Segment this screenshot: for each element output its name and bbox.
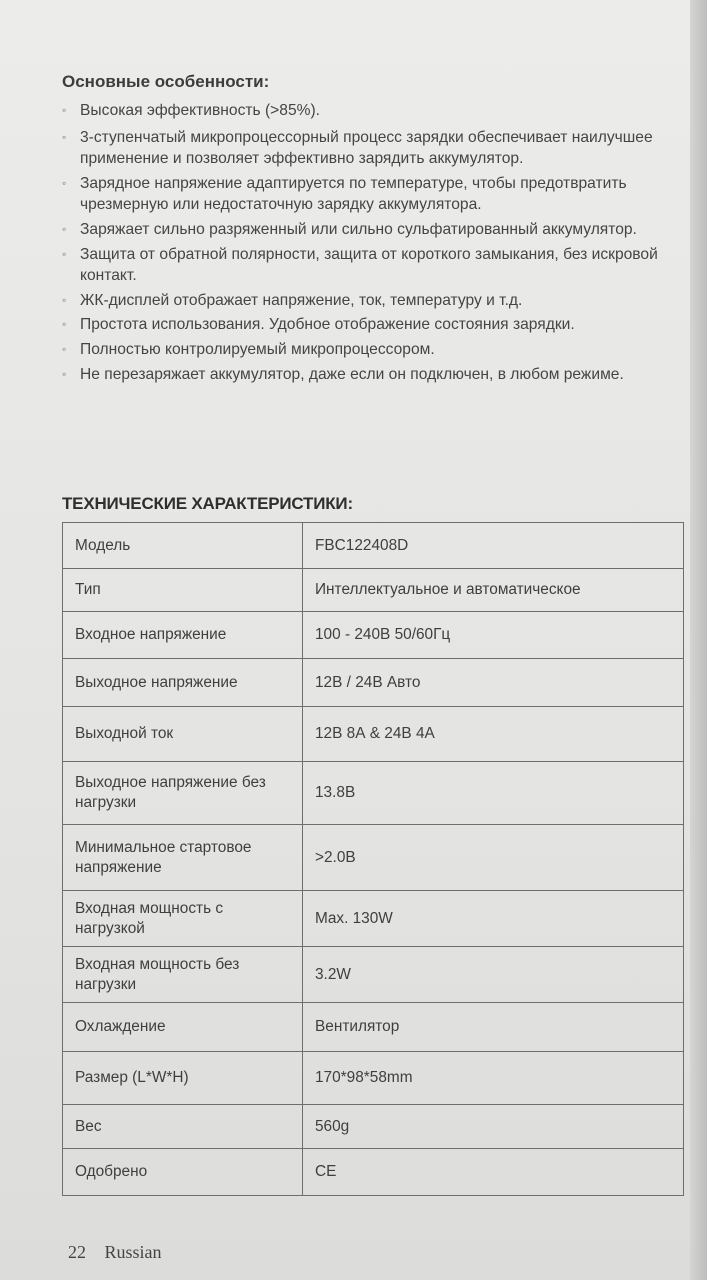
feature-item [62,314,672,336]
spec-key: Выходное напряжение [63,659,303,707]
features-list [62,100,672,385]
feature-item [62,127,672,170]
spec-key: Выходное напряжение без нагрузки [63,762,303,825]
page-number: 22 [68,1242,86,1262]
spec-value: 13.8В [303,762,684,825]
table-row [63,891,684,947]
bullet-icon: ◦ [62,366,67,381]
spec-key: Модель [63,523,303,569]
bullet-icon: ◦ [62,317,67,332]
table-row [63,1149,684,1196]
table-row [63,569,684,612]
table-row [63,1052,684,1105]
language-label: Russian [104,1242,162,1262]
table-row [63,707,684,762]
feature-item [62,244,672,287]
feature-text: Простота использования. Удобное отображение состояния зарядки. [80,316,575,334]
feature-text: Не перезаряжает аккумулятор, даже если он подключен, в любом режиме. [80,365,624,383]
bullet-icon: ◦ [62,103,67,117]
spec-key: Минимальное стартовое напряжение [63,825,303,891]
feature-text: Зарядное напряжение адаптируется по температуре, чтобы предотвратить чрезмерную или недостаточную зарядку аккумулятора. [80,174,627,214]
bullet-icon: ◦ [62,175,67,190]
spec-value: >2.0В [303,825,684,891]
feature-item [62,219,672,241]
bullet-icon: ◦ [62,246,67,261]
bullet-icon: ◦ [62,341,67,356]
spec-key: Размер (L*W*H) [63,1052,303,1105]
feature-item [62,290,672,312]
spec-key: Выходной ток [63,707,303,762]
feature-text: 3-ступенчатый микропроцессорный процесс зарядки обеспечивает наилучшее применение и позволяет эффективно зарядить аккумулятор. [80,128,653,168]
feature-text: Защита от обратной полярности, защита от короткого замыкания, без искровой контакт. [80,245,658,285]
page-footer [68,1242,176,1263]
feature-text: Высокая эффективность (>85%). [80,102,321,119]
spec-key: Одобрено [63,1149,303,1196]
bullet-icon: ◦ [62,221,67,236]
feature-text: Полностью контролируемый микропроцессором. [80,340,435,358]
spec-value: 12В / 24В Авто [303,659,684,707]
feature-item [62,339,672,361]
spec-value: 3.2W [303,947,684,1003]
feature-text: Заряжает сильно разряженный или сильно сульфатированный аккумулятор. [80,220,637,238]
spec-value: CE [303,1149,684,1196]
feature-item [62,100,672,122]
bullet-icon: ◦ [62,129,67,144]
table-row [63,947,684,1003]
table-row [63,1105,684,1149]
spec-key: Входное напряжение [63,612,303,659]
spec-key: Охлаждение [63,1003,303,1052]
spec-key: Вес [63,1105,303,1149]
spec-value: Max. 130W [303,891,684,947]
specs-table [62,522,684,1196]
feature-item [62,173,672,216]
spec-key: Входная мощность без нагрузки [63,947,303,1003]
bullet-icon: ◦ [62,292,67,307]
table-row [63,659,684,707]
feature-text: ЖК-дисплей отображает напряжение, ток, температуру и т.д. [80,291,523,309]
spec-value: 12В 8А & 24В 4А [303,707,684,762]
page-edge [690,0,707,1280]
table-row [63,523,684,569]
spec-value: 170*98*58mm [303,1052,684,1105]
spec-value: Вентилятор [303,1003,684,1052]
spec-key: Входная мощность с нагрузкой [63,891,303,947]
features-heading: Основные особенности: [62,72,270,91]
table-row [63,1003,684,1052]
specs-heading: ТЕХНИЧЕСКИЕ ХАРАКТЕРИСТИКИ: [62,494,353,513]
feature-item [62,364,672,386]
spec-value: FBC122408D [303,523,684,569]
spec-value: Интеллектуальное и автоматическое [303,569,684,612]
table-row [63,612,684,659]
table-row [63,762,684,825]
spec-key: Тип [63,569,303,612]
table-row [63,825,684,891]
spec-value: 100 - 240В 50/60Гц [303,612,684,659]
spec-value: 560g [303,1105,684,1149]
